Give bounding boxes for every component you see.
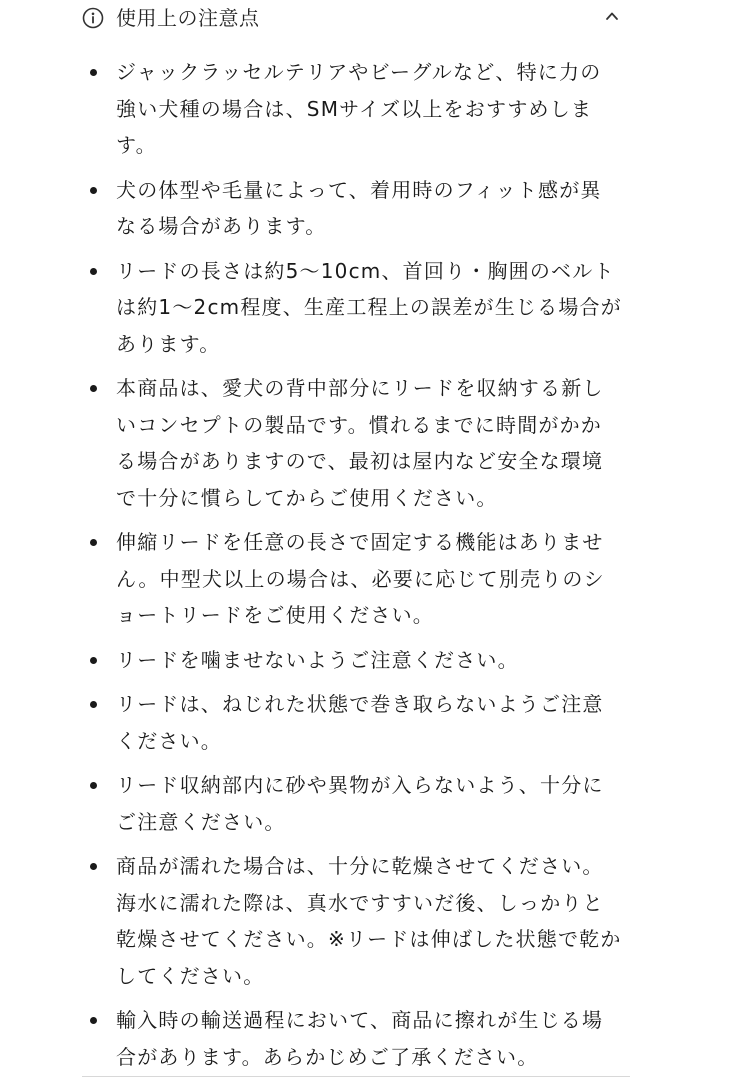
bullet-dot bbox=[90, 1017, 97, 1024]
list-item bbox=[82, 370, 622, 516]
list-item bbox=[82, 686, 622, 759]
bullet-dot bbox=[90, 539, 97, 546]
list-item bbox=[82, 172, 622, 245]
list-item bbox=[82, 253, 622, 363]
list-item bbox=[82, 524, 622, 634]
bullet-dot bbox=[90, 187, 97, 194]
list-item-text: 犬の体型や毛量によって、着用時のフィット感が異なる場合があります。 bbox=[116, 177, 602, 238]
bullet-dot bbox=[90, 657, 97, 664]
bullet-dot bbox=[90, 701, 97, 708]
list-item bbox=[82, 642, 622, 679]
list-item bbox=[82, 54, 622, 164]
list-item-text: 本商品は、愛犬の背中部分にリードを収納する新しいコンセプトの製品です。慣れるまでに時間がかかる場合がありますので、最初は屋内など安全な環境で十分に慣らしてからご使用ください。 bbox=[116, 376, 604, 510]
bullet-dot bbox=[90, 268, 97, 275]
list-item-text: ジャックラッセルテリアやビーグルなど、特に力の強い犬種の場合は、SMサイズ以上をおすすめします。 bbox=[116, 60, 602, 157]
accordion-divider bbox=[82, 1076, 630, 1077]
list-item bbox=[82, 1002, 622, 1075]
bullet-dot bbox=[90, 782, 97, 789]
bullet-dot bbox=[90, 385, 97, 392]
list-item-text: 伸縮リードを任意の長さで固定する機能はありません。中型犬以上の場合は、必要に応じて別売りのショートリードをご使用ください。 bbox=[116, 530, 605, 627]
accordion-header[interactable] bbox=[82, 0, 630, 36]
list-item-text: 商品が濡れた場合は、十分に乾燥させてください。海水に濡れた際は、真水ですすいだ後、しっかりと乾燥させてください。※リードは伸ばした状態で乾かしてください。 bbox=[116, 854, 622, 988]
precautions-list bbox=[82, 54, 622, 1083]
list-item-text: リードは、ねじれた状態で巻き取らないようご注意ください。 bbox=[116, 692, 604, 753]
chevron-up-icon[interactable] bbox=[604, 8, 620, 24]
list-item bbox=[82, 848, 622, 994]
list-item bbox=[82, 767, 622, 840]
list-item-text: リードを噛ませないようご注意ください。 bbox=[116, 647, 519, 672]
list-item-text: リードの長さは約5〜10cm、首回り・胸囲のベルトは約1〜2cm程度、生産工程上の誤差が生じる場合があります。 bbox=[116, 258, 622, 356]
bullet-dot bbox=[90, 69, 97, 76]
bullet-dot bbox=[90, 863, 97, 870]
list-item-text: リード収納部内に砂や異物が入らないよう、十分にご注意ください。 bbox=[116, 773, 604, 834]
accordion-title: 使用上の注意点 bbox=[116, 6, 260, 30]
list-item-text: 輸入時の輸送過程において、商品に擦れが生じる場合があります。あらかじめご了承ください。 bbox=[116, 1008, 604, 1069]
info-circle-icon bbox=[82, 7, 104, 29]
